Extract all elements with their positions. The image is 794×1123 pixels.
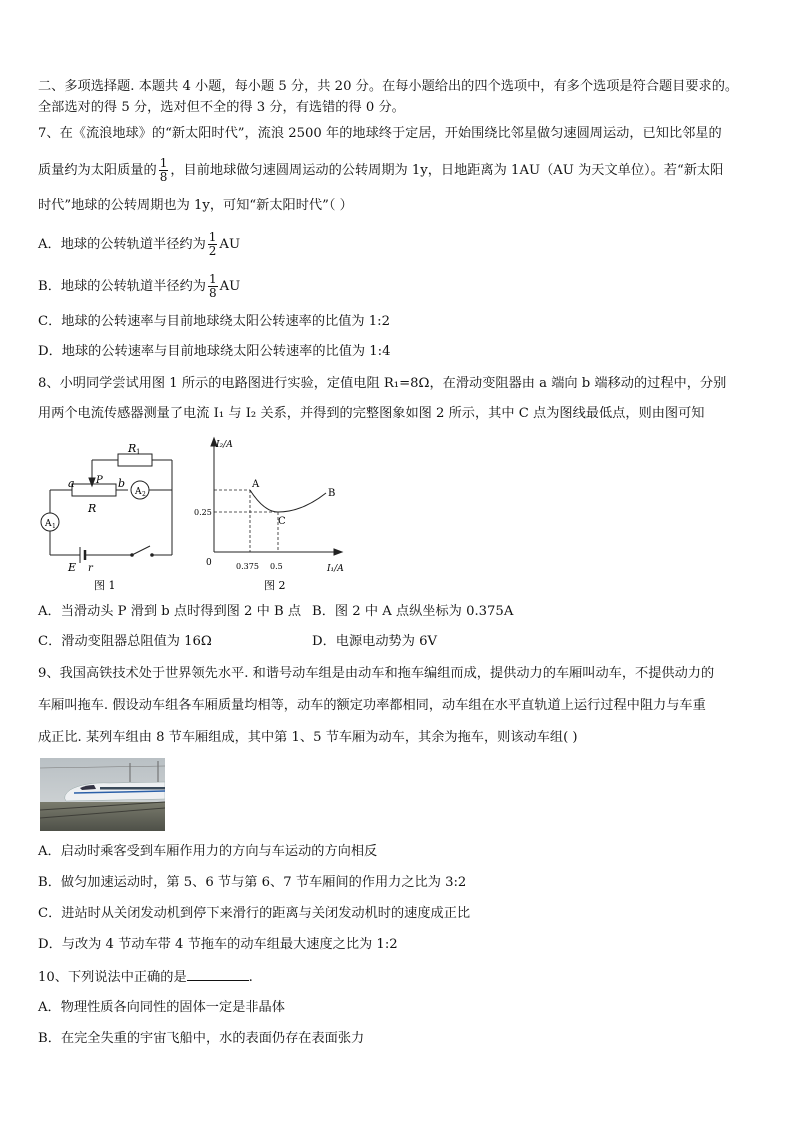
figure1-caption: 图 1 (94, 579, 116, 592)
q7-option-b (38, 273, 758, 300)
label-r: R (88, 502, 97, 515)
q7-option-a-numerator: 1 (208, 230, 217, 244)
figure2-caption: 图 2 (264, 579, 286, 592)
q7-option-c: C．地球的公转速率与目前地球绕太阳公转速率的比值为 1:2 (38, 314, 391, 329)
q9-stem-line-1: 9、我国高铁技术处于世界领先水平. 和谐号动车组是由动车和拖车编组而成，提供动力的车厢叫动车，不提供动力的 (38, 666, 715, 681)
graph-point-a: A (252, 479, 260, 490)
q7-option-a-text: A．地球的公转轨道半径约为 (38, 237, 206, 252)
high-speed-train-photo (40, 758, 165, 831)
q7-stem-line-2 (38, 157, 758, 184)
q7-stem-text-b: ，目前地球做匀速圆周运动的公转周期为 1y，日地距离为 1AU（AU 为天文单位）。若“新太阳 (170, 163, 724, 178)
q7-option-b-unit: AU (219, 279, 241, 294)
q7-stem-text-a: 质量约为太阳质量的 (38, 163, 157, 178)
q9-stem-line-2: 车厢叫拖车. 假设动车组各车厢质量均相等，动车的额定功率都相同，动车组在水平直轨道上运行过程中阻力与车重 (38, 698, 706, 713)
graph-x-label: I₁/A (327, 564, 344, 574)
q7-option-d: D．地球的公转速率与目前地球绕太阳公转速率的比值为 1:4 (38, 344, 391, 359)
label-a: a (68, 477, 75, 490)
circuit-diagram (36, 440, 186, 595)
current-graph (192, 432, 362, 597)
q10-option-a: A．物理性质各向同性的固体一定是非晶体 (38, 1000, 285, 1015)
q7-fraction-denominator: 8 (159, 170, 168, 184)
q8-option-a: A．当滑动头 P 滑到 b 点时得到图 2 中 B 点 (38, 604, 302, 619)
q7-fraction-numerator: 1 (159, 156, 168, 170)
q7-option-a-fraction (208, 231, 218, 258)
label-r1: R (128, 442, 137, 455)
q9-option-d: D．与改为 4 节动车带 4 节拖车的动车组最大速度之比为 1:2 (38, 937, 398, 952)
q10-stem-text: 10、下列说法中正确的是 (38, 970, 187, 985)
q9-option-c: C．进站时从关闭发动机到停下来滑行的距离与关闭发动机时的速度成正比 (38, 906, 471, 921)
q7-option-b-fraction (208, 273, 218, 300)
circuit-figure (36, 440, 186, 595)
label-b: b (118, 477, 126, 490)
q10-answer-blank (187, 968, 249, 981)
q9-stem-line-3: 成正比. 某列车组由 8 节车厢组成，其中第 1、5 节车厢为动车，其余为拖车，则该动车组( ) (38, 730, 578, 745)
q7-stem-line-3: 时代”地球的公转周期也为 1y，可知“新太阳时代”（ ） (38, 198, 353, 213)
graph-y-label: I₂/A (216, 440, 233, 450)
graph-figure (192, 432, 362, 597)
q7-option-b-numerator: 1 (208, 272, 217, 286)
graph-x-tick-2: 0.5 (270, 562, 283, 571)
q7-option-b-denominator: 8 (208, 286, 217, 300)
q8-stem-line-2: 用两个电流传感器测量了电流 I₁ 与 I₂ 关系，并得到的完整图象如图 2 所示，其中 C 点为图线最低点，则由图可知 (38, 406, 705, 421)
section-heading-line-2: 全部选对的得 5 分，选对但不全的得 3 分，有选错的得 0 分。 (38, 100, 405, 115)
label-p: P (96, 475, 103, 486)
graph-origin: 0 (206, 558, 212, 568)
q8-option-b: B．图 2 中 A 点纵坐标为 0.375A (312, 604, 514, 619)
label-a2-sub: 2 (142, 491, 146, 498)
q10-stem-end: . (248, 970, 253, 985)
label-e: E (68, 561, 77, 574)
q7-option-a-unit: AU (219, 237, 241, 252)
q9-option-b: B．做匀加速运动时，第 5、6 节与第 6、7 节车厢间的作用力之比为 3:2 (38, 875, 467, 890)
label-r-internal: r (88, 563, 93, 574)
graph-x-tick-1: 0.375 (236, 562, 259, 571)
q7-option-b-text: B．地球的公转轨道半径约为 (38, 279, 206, 294)
label-a2: A (135, 487, 142, 497)
graph-point-c: C (278, 516, 286, 527)
q10-option-b: B．在完全失重的宇宙飞船中，水的表面仍存在表面张力 (38, 1031, 365, 1046)
q7-option-a-denominator: 2 (208, 244, 217, 258)
q8-option-d: D．电源电动势为 6V (312, 634, 437, 649)
q8-stem-line-1: 8、小明同学尝试用图 1 所示的电路图进行实验，定值电阻 R₁=8Ω，在滑动变阻器由 a 端向 b 端移动的过程中，分别 (38, 376, 727, 391)
q7-option-a (38, 231, 758, 258)
label-a1: A (45, 519, 52, 529)
q7-stem-line-1: 7、在《流浪地球》的“新太阳时代”，流浪 2500 年的地球终于定居，开始围绕比邻星做匀速圆周运动，已知比邻星的 (38, 126, 722, 141)
section-heading-line-1: 二、多项选择题. 本题共 4 小题，每小题 5 分，共 20 分。在每小题给出的四个选项中，有多个选项是符合题目要求的。 (38, 79, 739, 94)
q10-stem (38, 968, 758, 987)
graph-y-tick: 0.25 (194, 508, 212, 517)
label-r1-sub: 1 (136, 448, 141, 456)
label-a1-sub: 1 (52, 523, 56, 530)
graph-point-b: B (328, 488, 336, 499)
q7-fraction (159, 157, 169, 184)
q9-option-a: A．启动时乘客受到车厢作用力的方向与车运动的方向相反 (38, 844, 378, 859)
q8-option-c: C．滑动变阻器总阻值为 16Ω (38, 634, 212, 649)
